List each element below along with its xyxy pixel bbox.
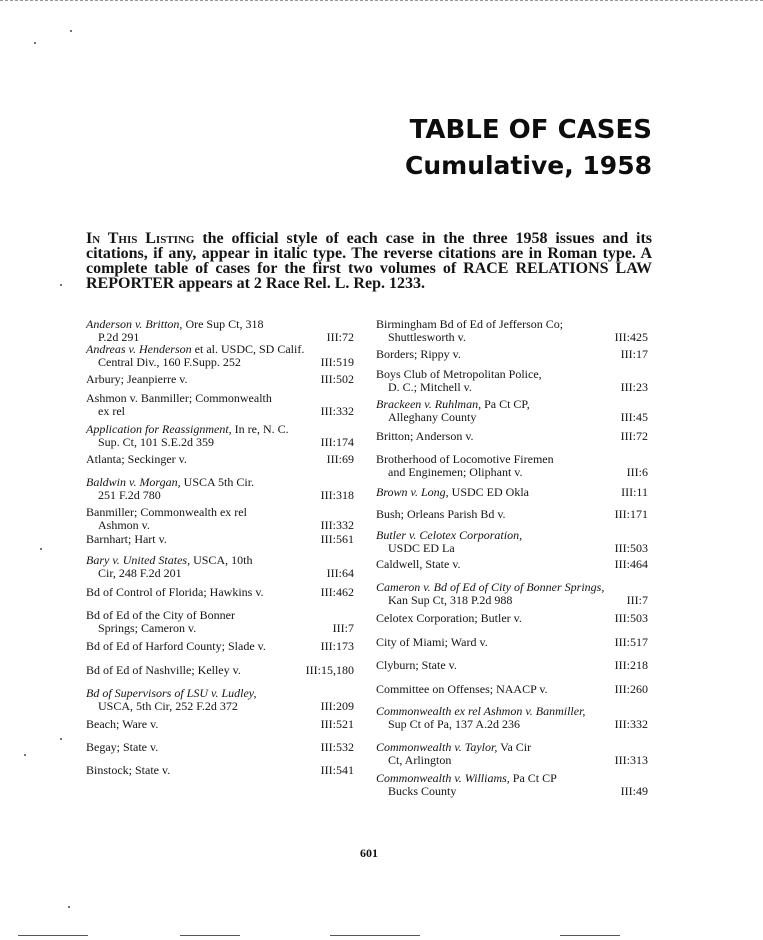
- case-entry: [86, 343, 354, 369]
- case-name: Butler v. Celotex Corporation,: [376, 528, 523, 542]
- case-name: Baldwin v. Morgan,: [86, 475, 181, 489]
- case-entry: [376, 659, 648, 672]
- case-text: Clyburn; State v.: [376, 658, 457, 672]
- case-continuation: Springs; Cameron v.: [98, 621, 197, 635]
- case-line: [376, 683, 648, 696]
- case-continuation: Ct, Arlington: [388, 753, 452, 767]
- case-citation: III:464: [614, 557, 648, 571]
- case-text: Committee on Offenses; NAACP v.: [376, 682, 548, 696]
- case-citation: III:11: [621, 485, 648, 499]
- case-name: Cameron v. Bd of Ed of City of Bonner Springs,: [376, 580, 605, 594]
- case-text: Ashmon v. Banmiller; Commonwealth: [86, 391, 272, 405]
- case-continuation: 251 F.2d 780: [98, 488, 161, 502]
- case-entry: [376, 430, 648, 443]
- case-text: Britton; Anderson v.: [376, 429, 474, 443]
- case-entry: [376, 772, 648, 798]
- case-text: Binstock; State v.: [86, 763, 171, 777]
- case-citation: III:313: [614, 753, 648, 767]
- case-citation: III:503: [614, 541, 648, 555]
- case-citation: III:502: [320, 372, 354, 386]
- footer-rule: [560, 935, 620, 936]
- scan-speck: [24, 754, 26, 756]
- case-entry: [86, 764, 354, 777]
- case-entry: [86, 318, 354, 344]
- case-text: Atlanta; Seckinger v.: [86, 452, 187, 466]
- case-text: Bd of Ed of the City of Bonner: [86, 608, 235, 622]
- case-name: Commonwealth ex rel Ashmon v. Banmiller,: [376, 704, 586, 718]
- case-entry: [86, 687, 354, 713]
- case-entry: [376, 368, 648, 394]
- case-entry: [376, 348, 648, 361]
- case-line: [376, 486, 648, 499]
- case-text: Bd of Ed of Harford County; Slade v.: [86, 639, 266, 653]
- case-line: [376, 612, 648, 625]
- case-entry: [376, 398, 648, 424]
- case-text: In re, N. C.: [231, 422, 289, 436]
- case-line: [86, 392, 354, 405]
- case-entry: [86, 718, 354, 731]
- case-entry: [376, 558, 648, 571]
- case-text: City of Miami; Ward v.: [376, 635, 488, 649]
- footer-rule: [18, 935, 88, 936]
- case-line: [86, 741, 354, 754]
- case-citation: III:173: [320, 639, 354, 653]
- scan-speck: [40, 548, 42, 550]
- case-citation: III:72: [326, 330, 354, 344]
- case-text: Brotherhood of Locomotive Firemen: [376, 452, 554, 466]
- case-text: Beach; Ware v.: [86, 717, 159, 731]
- case-text: Barnhart; Hart v.: [86, 532, 167, 546]
- case-name: Andreas v. Henderson: [86, 342, 192, 356]
- case-citation: III:17: [620, 347, 648, 361]
- case-text: Birmingham Bd of Ed of Jefferson Co;: [376, 317, 564, 331]
- case-entry: [86, 554, 354, 580]
- case-entry: [86, 640, 354, 653]
- case-entry: [86, 609, 354, 635]
- case-citation: III:521: [320, 717, 354, 731]
- case-entry: [86, 392, 354, 418]
- title-block: [400, 112, 652, 184]
- case-name: Commonwealth v. Taylor,: [376, 740, 498, 754]
- case-citation: III:561: [320, 532, 354, 546]
- case-citation: III:332: [320, 518, 354, 532]
- case-name: Anderson v. Britton,: [86, 317, 183, 331]
- case-entry: [86, 741, 354, 754]
- case-text: USCA, 10th: [190, 553, 253, 567]
- case-line: [376, 508, 648, 521]
- case-entry: [86, 506, 354, 532]
- case-citation: III:503: [614, 611, 648, 625]
- footer-rule: [330, 935, 420, 936]
- case-continuation: Cir, 248 F.2d 201: [98, 566, 182, 580]
- case-text: Ore Sup Ct, 318: [182, 317, 264, 331]
- case-citation: III:6: [626, 465, 648, 479]
- case-text: Bd of Control of Florida; Hawkins v.: [86, 585, 264, 599]
- case-continuation: D. C.; Mitchell v.: [388, 380, 472, 394]
- case-entry: [376, 705, 648, 731]
- case-citation: III:260: [614, 682, 648, 696]
- case-name: Application for Reassignment,: [86, 422, 232, 436]
- case-continuation: P.2d 291: [98, 330, 140, 344]
- case-citation: III:7: [332, 621, 354, 635]
- case-citation: III:519: [320, 355, 354, 369]
- intro-text: the official style of each case in the three 1958 issues and its citations, if any, appear in italic type. The reverse citations are in Roman type. A complete table of cases for the first two volumes of RACE RELATIONS LAW REPORTER appears at 2 Race Rel. L. Rep. 1233.: [86, 230, 653, 292]
- case-citation: III:332: [614, 717, 648, 731]
- case-text: Celotex Corporation; Butler v.: [376, 611, 522, 625]
- case-line: [376, 659, 648, 672]
- case-line: [86, 373, 354, 386]
- intro-lead: In This Listing: [86, 230, 195, 247]
- case-citation: III:462: [320, 585, 354, 599]
- case-line: [86, 718, 354, 731]
- case-citation: III:541: [320, 763, 354, 777]
- case-entry: [376, 741, 648, 767]
- case-citation: III:318: [320, 488, 354, 502]
- case-text: Arbury; Jeanpierre v.: [86, 372, 188, 386]
- case-citation: III:332: [320, 404, 354, 418]
- case-name: Brown v. Long,: [376, 485, 449, 499]
- page-subtitle: Cumulative, 1958: [405, 151, 652, 180]
- case-entry: [86, 586, 354, 599]
- case-text: Borders; Rippy v.: [376, 347, 461, 361]
- footer-rule: [180, 935, 240, 936]
- case-citation: III:15,180: [305, 663, 354, 677]
- case-citation: III:517: [614, 635, 648, 649]
- case-entry: [86, 533, 354, 546]
- case-continuation: Bucks County: [388, 784, 457, 798]
- case-text: Boys Club of Metropolitan Police,: [376, 367, 542, 381]
- case-entry: [376, 581, 648, 607]
- case-name: Commonwealth v. Williams,: [376, 771, 510, 785]
- intro-paragraph: [86, 231, 652, 291]
- case-citation: III:209: [320, 699, 354, 713]
- case-line: [376, 430, 648, 443]
- case-name: Bary v. United States,: [86, 553, 191, 567]
- case-citation: III:425: [614, 330, 648, 344]
- case-citation: III:49: [620, 784, 648, 798]
- case-text: Bush; Orleans Parish Bd v.: [376, 507, 506, 521]
- case-line: [86, 453, 354, 466]
- case-text: Caldwell, State v.: [376, 557, 461, 571]
- case-line: [376, 558, 648, 571]
- page-number: 601: [360, 846, 378, 860]
- case-text: Bd of Ed of Nashville; Kelley v.: [86, 663, 241, 677]
- top-dashed-edge: [0, 0, 763, 3]
- scan-speck: [68, 906, 70, 908]
- case-text: et al. USDC, SD Calif.: [191, 342, 305, 356]
- case-text: USCA 5th Cir.: [180, 475, 255, 489]
- case-entry: [376, 636, 648, 649]
- case-entry: [86, 453, 354, 466]
- case-continuation: Sup. Ct, 101 S.E.2d 359: [98, 435, 215, 449]
- scan-speck: [70, 30, 72, 32]
- case-line: [86, 586, 354, 599]
- case-citation: III:72: [620, 429, 648, 443]
- case-citation: III:7: [626, 593, 648, 607]
- case-entry: [376, 318, 648, 344]
- case-citation: III:218: [614, 658, 648, 672]
- case-citation: III:174: [320, 435, 354, 449]
- case-name: Brackeen v. Ruhlman,: [376, 397, 482, 411]
- case-line: [376, 348, 648, 361]
- case-line: [86, 764, 354, 777]
- case-continuation: Alleghany County: [388, 410, 477, 424]
- case-entry: [376, 529, 648, 555]
- case-continuation: Sup Ct of Pa, 137 A.2d 236: [388, 717, 521, 731]
- case-text: Begay; State v.: [86, 740, 159, 754]
- case-continuation: Kan Sup Ct, 318 P.2d 988: [388, 593, 513, 607]
- case-continuation: ex rel: [98, 404, 125, 418]
- case-name: Bd of Supervisors of LSU v. Ludley,: [86, 686, 257, 700]
- case-entry: [376, 612, 648, 625]
- case-text: Pa Ct CP,: [481, 397, 530, 411]
- case-continuation: and Enginemen; Oliphant v.: [388, 465, 523, 479]
- case-continuation: USDC ED La: [388, 541, 455, 555]
- case-line: [86, 533, 354, 546]
- scan-speck: [34, 42, 36, 44]
- case-entry: [86, 373, 354, 386]
- case-continuation: USCA, 5th Cir, 252 F.2d 372: [98, 699, 238, 713]
- scan-speck: [60, 738, 62, 740]
- case-text: Banmiller; Commonwealth ex rel: [86, 505, 247, 519]
- case-citation: III:23: [620, 380, 648, 394]
- case-line: [86, 640, 354, 653]
- page-title: TABLE OF CASES: [409, 115, 652, 145]
- case-entry: [86, 664, 354, 677]
- case-entry: [376, 486, 648, 499]
- case-text: Pa Ct CP: [509, 771, 557, 785]
- scan-speck: [60, 284, 62, 286]
- case-citation: III:69: [326, 452, 354, 466]
- case-citation: III:64: [326, 566, 354, 580]
- case-text: Va Cir: [497, 740, 532, 754]
- case-entry: [86, 423, 354, 449]
- case-continuation: Central Div., 160 F.Supp. 252: [98, 355, 241, 369]
- case-continuation: Ashmon v.: [98, 518, 150, 532]
- case-entry: [376, 508, 648, 521]
- case-line: [376, 636, 648, 649]
- case-citation: III:171: [614, 507, 648, 521]
- case-citation: III:45: [620, 410, 648, 424]
- case-entry: [376, 453, 648, 479]
- case-entry: [86, 476, 354, 502]
- case-text: USDC ED Okla: [448, 485, 530, 499]
- case-entry: [376, 683, 648, 696]
- case-citation: III:532: [320, 740, 354, 754]
- case-continuation: Shuttlesworth v.: [388, 330, 466, 344]
